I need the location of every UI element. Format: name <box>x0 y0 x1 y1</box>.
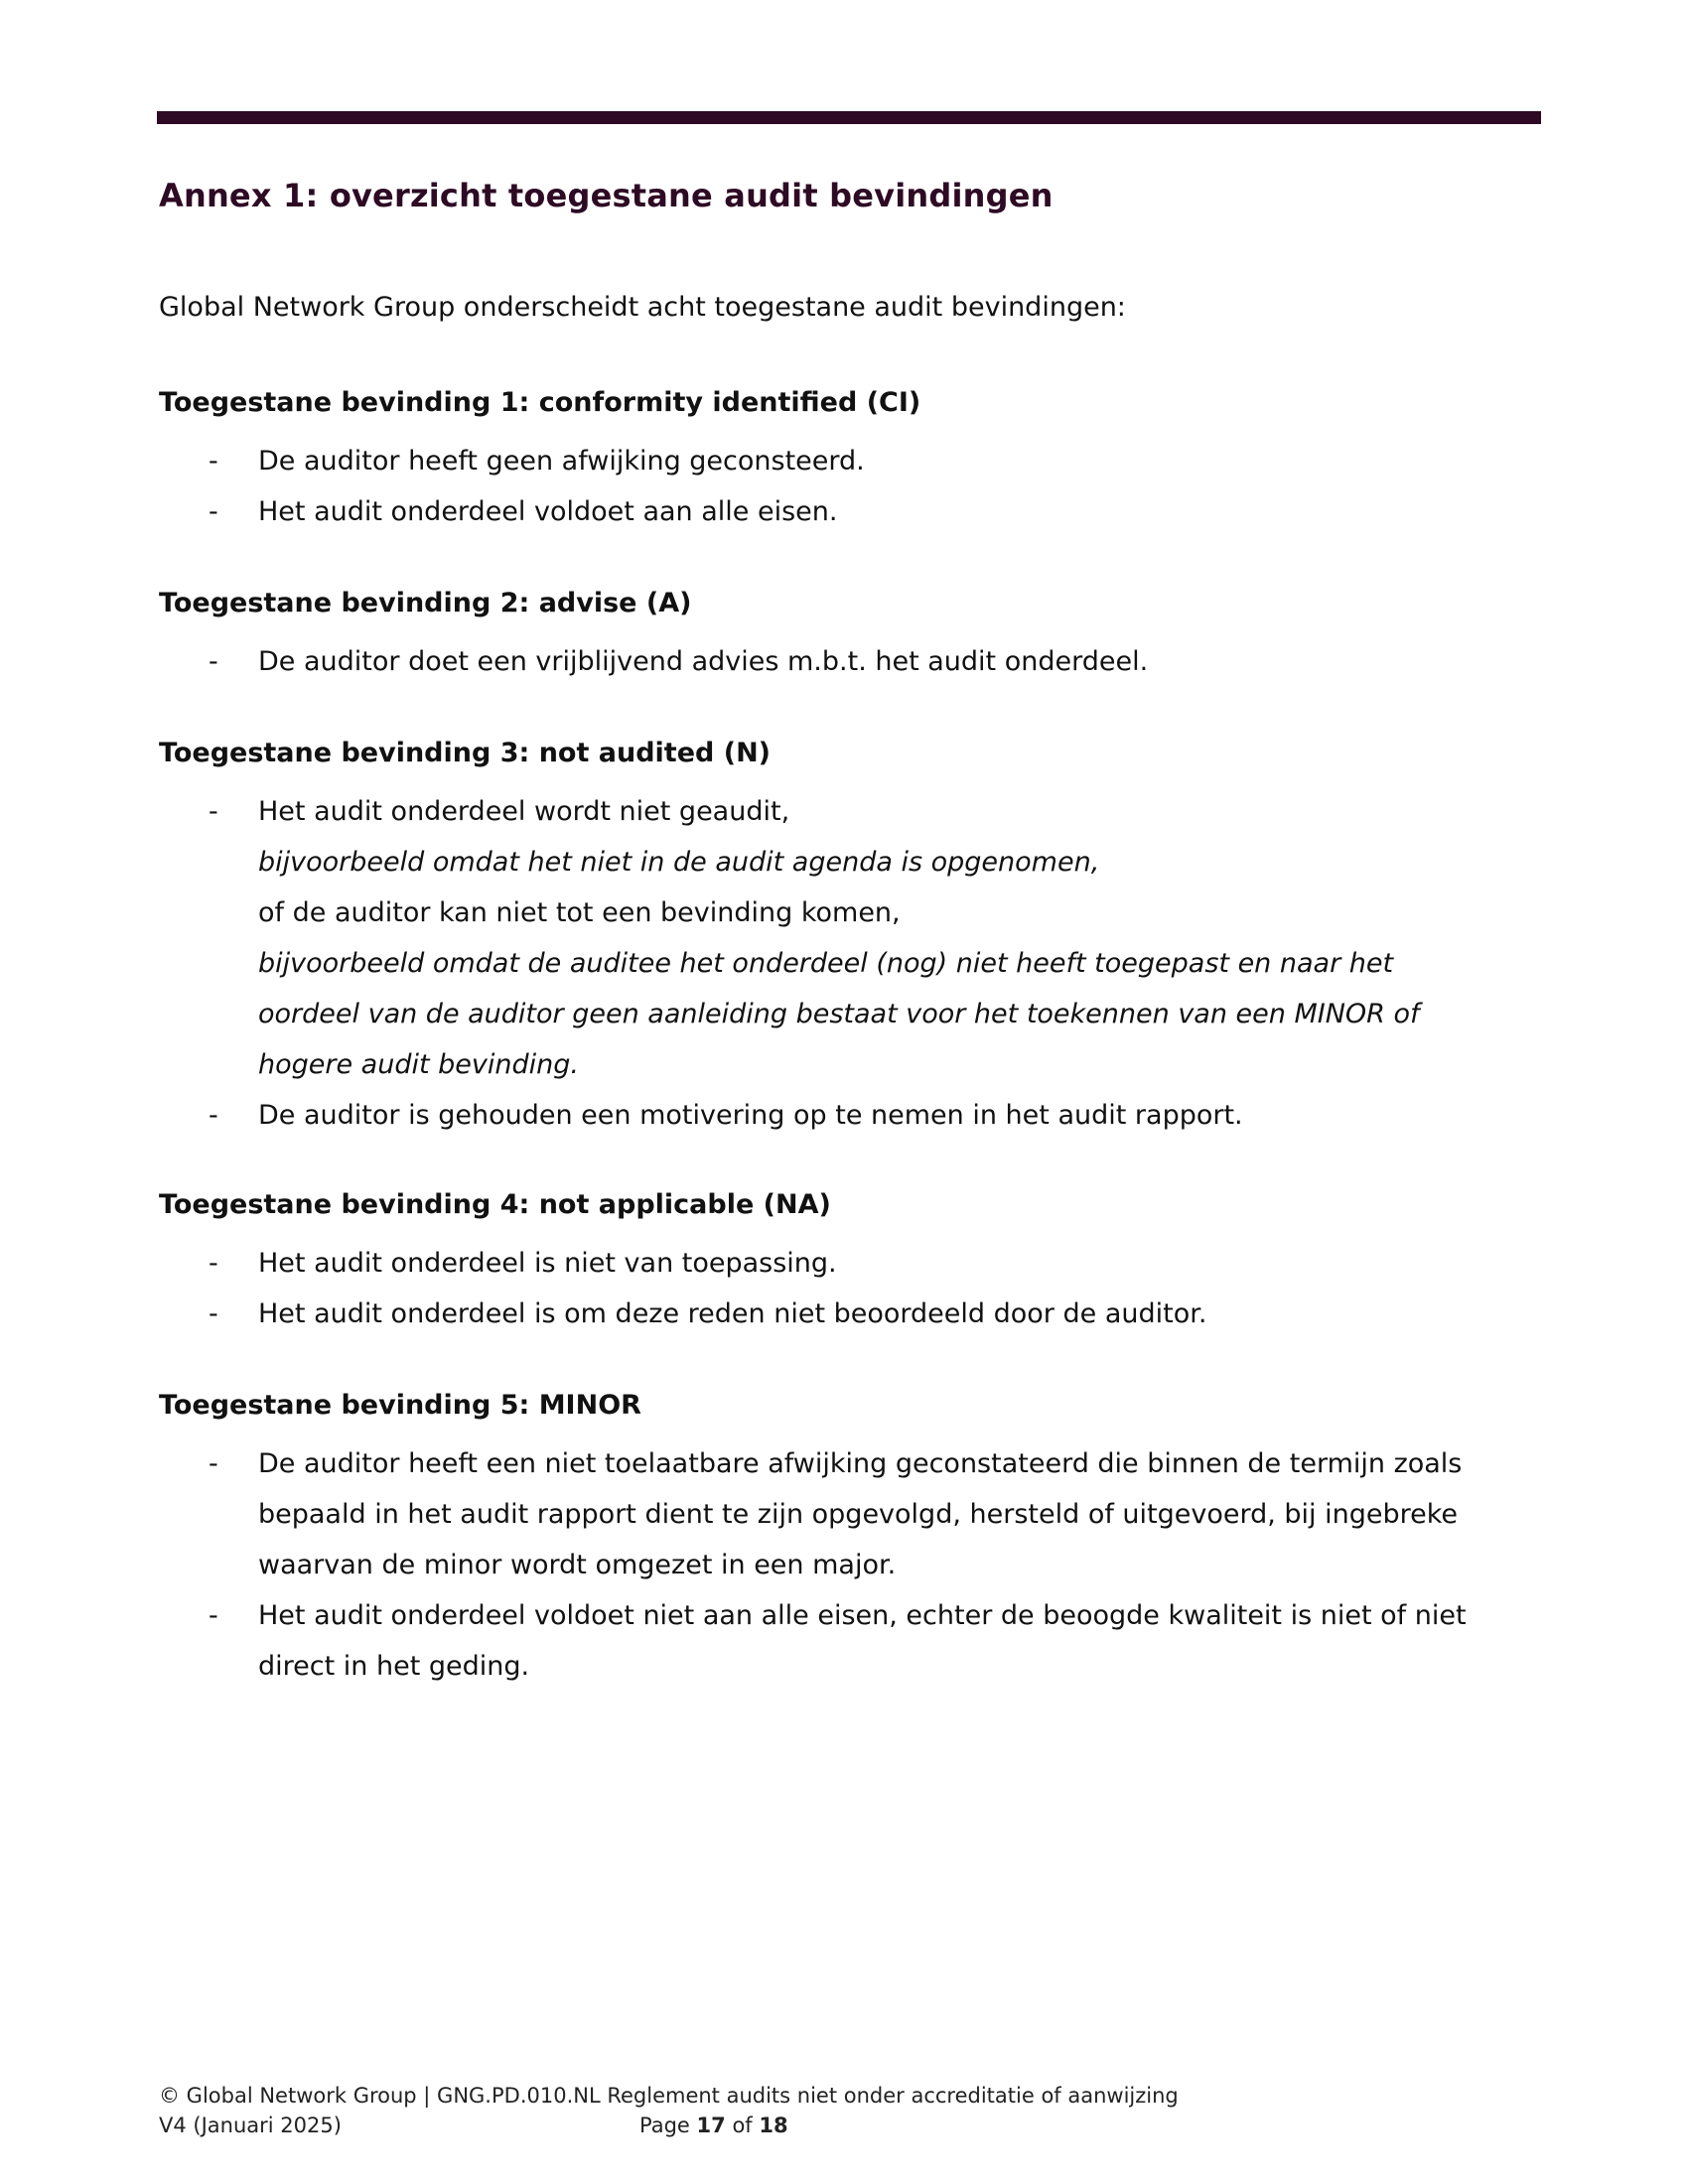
list-item <box>159 1590 1549 1692</box>
bullet-dash: - <box>209 1600 218 1631</box>
item-text: bepaald in het audit rapport dient te zijn opgevolgd, hersteld of uitgevoerd, bij ingebreke <box>258 1499 1459 1530</box>
section-heading: Toegestane bevinding 1: conformity identified (CI) <box>159 387 921 418</box>
bullet-dash: - <box>209 1100 218 1131</box>
item-text-example: bijvoorbeeld omdat het niet in de audit agenda is opgenomen, <box>258 847 1100 878</box>
list-item <box>159 1438 1549 1590</box>
list-item <box>159 636 1549 687</box>
item-text: De auditor heeft een niet toelaatbare afwijking geconstateerd die binnen de termijn zoals <box>258 1448 1463 1479</box>
footer-copyright: © Global Network Group | GNG.PD.010.NL Reglement audits niet onder accreditatie of aanwijzing <box>159 2084 1179 2108</box>
page-number <box>639 2111 788 2140</box>
footer-version: V4 (Januari 2025) <box>159 2114 342 2137</box>
item-text: Het audit onderdeel wordt niet geaudit, <box>258 796 790 827</box>
bullet-dash: - <box>209 446 218 477</box>
bullet-dash: - <box>209 1248 218 1279</box>
item-text: Het audit onderdeel is niet van toepassing. <box>258 1248 837 1279</box>
item-text: direct in het geding. <box>258 1651 530 1682</box>
item-text: waarvan de minor wordt omgezet in een major. <box>258 1550 897 1580</box>
list-item <box>159 786 1549 1090</box>
list-item <box>159 1238 1549 1289</box>
item-text: Het audit onderdeel voldoet niet aan alle eisen, echter de beoogde kwaliteit is niet of niet <box>258 1600 1467 1631</box>
item-text: De auditor heeft geen afwijking geconsteerd. <box>258 446 865 477</box>
item-text: De auditor doet een vrijblijvend advies m.b.t. het audit onderdeel. <box>258 646 1149 677</box>
item-text: of de auditor kan niet tot een bevinding komen, <box>258 897 901 928</box>
item-text: De auditor is gehouden een motivering op te nemen in het audit rapport. <box>258 1100 1243 1131</box>
page-label: Page <box>639 2114 690 2137</box>
page-of: of <box>732 2114 753 2137</box>
section-bevinding-2 <box>159 586 1549 687</box>
bullet-dash: - <box>209 496 218 527</box>
header-rule <box>157 111 1541 124</box>
bullet-dash: - <box>209 1448 218 1479</box>
section-bevinding-4 <box>159 1187 1549 1339</box>
item-text: Het audit onderdeel is om deze reden niet beoordeeld door de auditor. <box>258 1298 1207 1329</box>
section-bevinding-3 <box>159 736 1549 1141</box>
section-heading: Toegestane bevinding 4: not applicable (NA) <box>159 1189 831 1220</box>
item-text: Het audit onderdeel voldoet aan alle eisen. <box>258 496 838 527</box>
page-current: 17 <box>696 2114 726 2137</box>
list-item <box>159 1090 1549 1141</box>
bullet-dash: - <box>209 646 218 677</box>
intro-text: Global Network Group onderscheidt acht toegestane audit bevindingen: <box>159 292 1126 323</box>
item-text-example: bijvoorbeeld omdat de auditee het onderdeel (nog) niet heeft toegepast en naar het <box>258 948 1394 979</box>
section-bevinding-1 <box>159 385 1549 537</box>
list-item <box>159 486 1549 537</box>
bullet-dash: - <box>209 1298 218 1329</box>
page-footer <box>159 2081 1179 2140</box>
page-title: Annex 1: overzicht toegestane audit bevindingen <box>159 177 1054 214</box>
section-bevinding-5 <box>159 1388 1549 1692</box>
bullet-dash: - <box>209 796 218 827</box>
list-item <box>159 436 1549 486</box>
section-heading: Toegestane bevinding 2: advise (A) <box>159 588 692 618</box>
page-total: 18 <box>759 2114 788 2137</box>
item-text-example: oordeel van de auditor geen aanleiding bestaat voor het toekennen van een MINOR of <box>258 999 1420 1029</box>
section-heading: Toegestane bevinding 3: not audited (N) <box>159 738 772 768</box>
item-text-example: hogere audit bevinding. <box>258 1049 579 1080</box>
section-heading: Toegestane bevinding 5: MINOR <box>159 1390 641 1421</box>
list-item <box>159 1289 1549 1339</box>
